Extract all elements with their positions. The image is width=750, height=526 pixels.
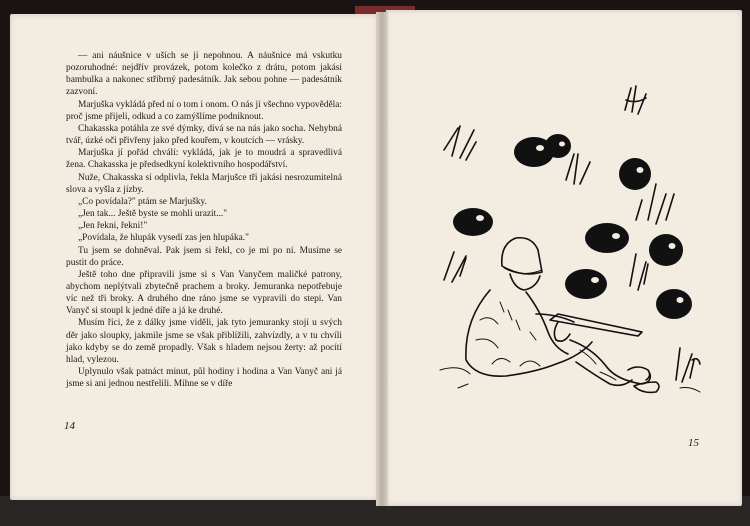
paragraph: Musím říci, že z dálky jsme viděli, jak tyto jemuranky stojí u svých děr jako sloupky, jakmile jsme se však přiblížili, zahvízdly, a v tu chvíli jako kdyby se do země propadly. Však s hladem nejsou žerty: až pocítí hlad, vylezou.	[66, 318, 342, 365]
rodent	[656, 289, 692, 319]
dialogue-line: „Povídala, že hlupák vysedí zas jen hlupáka."	[78, 233, 249, 244]
dialogue-line: „Jen řekni, řekni!"	[78, 221, 148, 232]
rodent	[565, 269, 607, 299]
rodent	[585, 223, 629, 253]
rodent	[619, 158, 651, 190]
grass-tuft	[444, 252, 466, 282]
paragraph: Chakasska potáhla ze své dýmky, dívá se na nás jako socha. Nehybná tvář, úzké oči přivřeny jako před kouřem, v koutcích — vrásky.	[66, 123, 342, 147]
book-gutter	[376, 12, 388, 506]
hunter-illustration	[430, 70, 730, 420]
left-page-text	[66, 50, 342, 390]
paragraph: Marjuška jí pořád chválí: vykládá, jak je to moudrá a spravedlivá žena. Chakasska je předsedkyní kolektivního hospodářství.	[66, 148, 342, 171]
page-number-left: 14	[64, 420, 75, 432]
grass-tuft	[444, 126, 476, 160]
rodent	[649, 234, 683, 266]
paragraph: Ještě toho dne připravili jsme si s Van Vanyčem maličké patrony, abychom neplýtvali zbytečně prachem a broky. Jemuranka nepotřebuje víc než tři broky. A druhého dne ráno jsme se vypravili do stepi. Van Vanyč si stoupl k jedné díře a já ke druhé.	[66, 269, 342, 317]
grass-tuft	[636, 184, 674, 224]
paragraph: Uplynulo však patnáct minut, půl hodiny i hodina a Van Vanyč ani já jsme si ani jednou nestřelili. Mihne se v díře	[66, 367, 342, 390]
dialogue-line: „Jen tak... Ještě byste se mohli urazit..."	[78, 209, 228, 220]
grass-tuft	[630, 254, 648, 290]
grass-tuft	[625, 86, 646, 114]
paragraph: — ani náušnice v uších se jí nepohnou. A náušnice má vskutku pozoruhodné: nejdřív provázek, potom kolečko z drátu, potom jakási bambulka a nakonec stříbrný padesátník. Jak sebou pohne — padesátník zazvoní.	[66, 51, 342, 98]
paragraph: Marjuška vykládá před ní o tom i onom. O nás jí všechno vypověděla: proč jsme přijeli, odkud a co zamýšlíme podniknout.	[66, 99, 342, 122]
rodent	[453, 208, 493, 236]
paragraph: Tu jsem se dohněval. Pak jsem si řekl, co je mi po ní. Musíme se pustit do práce.	[66, 245, 342, 268]
grass-tuft	[566, 154, 590, 184]
grass-tuft	[676, 348, 700, 382]
rodent	[545, 134, 571, 158]
dialogue-line: „Co povídala?" ptám se Marjušky.	[78, 196, 207, 207]
paragraph: Nuže, Chakasska si odplivla, řekla Marjušce tři jakási nesrozumitelná slova a vyšla z jízby.	[66, 172, 342, 195]
page-number-right: 15	[688, 437, 699, 449]
